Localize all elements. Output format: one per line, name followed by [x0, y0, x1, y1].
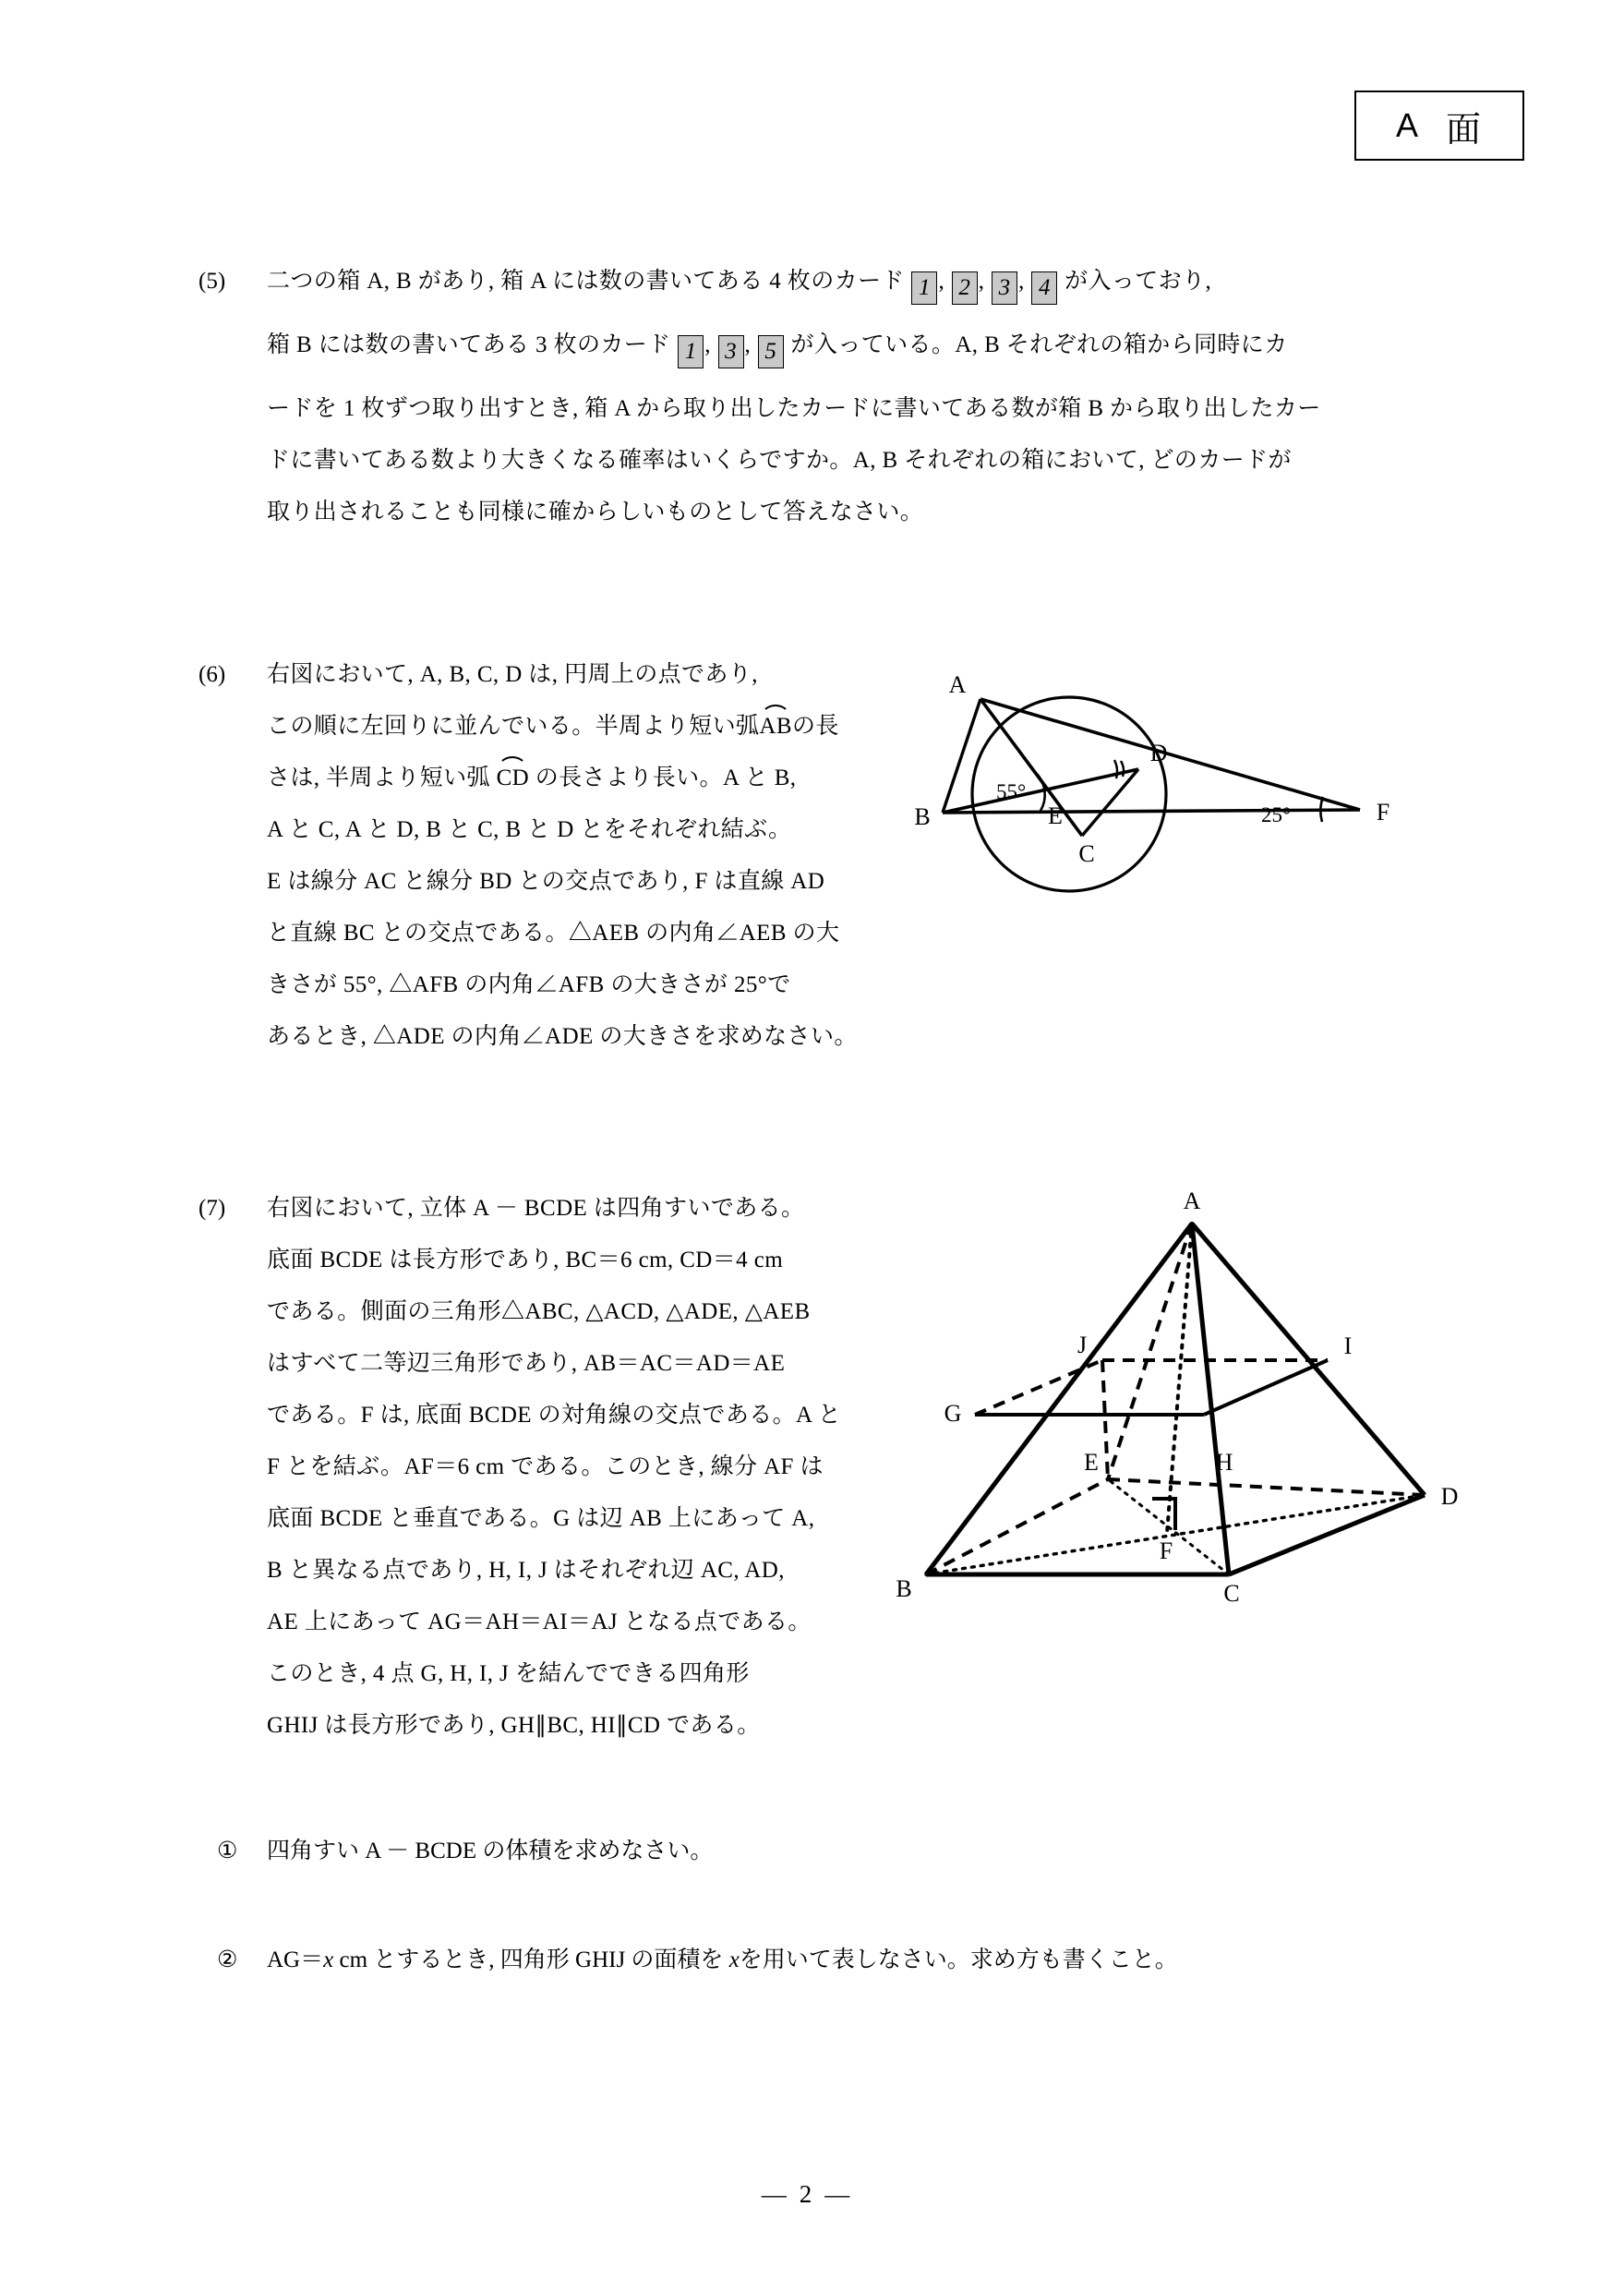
edge-AB: [926, 1224, 1192, 1574]
subitem-2-var-x2: x: [728, 1947, 740, 1972]
subitem-2-pre: AG＝: [267, 1947, 324, 1972]
problem-6-line-6: と直線 BC との交点である。△AEB の内角∠AEB の大: [267, 921, 840, 946]
problem-6-line-2-text: この順に左回りに並んでいる。半周より短い弧: [267, 714, 760, 739]
card-a-3: 3: [992, 271, 1017, 305]
pyramid-label-E: E: [1084, 1449, 1099, 1476]
problem-7: [198, 1197, 841, 1737]
circle-label-F: F: [1376, 799, 1390, 826]
problem-7-line-2: 底面 BCDE は長方形であり, BC＝6 cm, CD＝4 cm: [267, 1248, 784, 1272]
edge-CD: [1229, 1495, 1425, 1574]
problem-7-line-5: である。F は, 底面 BCDE の対角線の交点である。A と: [267, 1403, 842, 1428]
problem-7-line-1: 右図において, 立体 A － BCDE は四角すいである。: [267, 1196, 805, 1221]
edge-AC: [1192, 1224, 1229, 1574]
problem-7-line-4: はすべて二等辺三角形であり, AB＝AC＝AD＝AE: [267, 1351, 786, 1376]
problem-5-line-5: 取り出されることも同様に確からしいものとして答えなさい。: [267, 500, 924, 525]
sheet-marker-box: [1354, 90, 1524, 161]
problem-7-line-3: である。側面の三角形△ABC, △ACD, △ADE, △AEB: [267, 1299, 811, 1324]
problem-6-line-3: [267, 766, 858, 790]
problem-5-number: (5): [198, 269, 226, 294]
angle-label-55: 55°: [996, 780, 1027, 803]
circle-label-C: C: [1078, 840, 1095, 867]
problem-7-subitem-1: [217, 1839, 713, 1863]
card-a-1: 1: [911, 271, 937, 305]
problem-7-line-10: このとき, 4 点 G, H, I, J を結んでできる四角形: [267, 1661, 750, 1686]
problem-7-line-8: B と異なる点であり, H, I, J はそれぞれ辺 AC, AD,: [267, 1558, 785, 1583]
pyramid-label-D: D: [1440, 1483, 1459, 1510]
circle-diagram-svg: [882, 646, 1454, 923]
circle-label-A: A: [948, 671, 967, 698]
pyramid-label-J: J: [1077, 1332, 1088, 1358]
page-footer: [0, 2180, 1624, 2209]
card-a-2: 2: [952, 271, 978, 305]
problem-6: [198, 663, 858, 1048]
problem-6-number: (6): [198, 662, 226, 687]
problem-5-line-1: 二つの箱 A, B があり, 箱 A には数の書いてある 4 枚のカード 1 , 2 , 3 , 4 が入っており,: [267, 270, 1321, 305]
line-BCF: [943, 810, 1360, 813]
subitem-2-var-x: x: [323, 1947, 334, 1972]
problem-5-line-1-tail: が入っており,: [1065, 269, 1212, 294]
pyramid-label-B: B: [896, 1575, 912, 1602]
subitem-1-marker: ①: [217, 1839, 238, 1863]
problem-5: [198, 270, 1321, 524]
problem-6-line-4: A と C, A と D, B と C, B と D とをそれぞれ結ぶ。: [267, 817, 792, 842]
problem-7-number: (7): [198, 1196, 226, 1221]
problem-5-line-2-tail: が入っている。A, B それぞれの箱から同時にカ: [790, 332, 1288, 357]
pyramid-label-F: F: [1159, 1537, 1173, 1564]
circle-label-D: D: [1149, 740, 1168, 766]
angle-label-25: 25°: [1261, 803, 1292, 826]
problem-6-line-7: きさが 55°, △AFB の内角∠AFB の大きさが 25°で: [267, 972, 791, 997]
pyramid-diagram: [886, 1187, 1514, 1607]
segment-AB: [943, 699, 980, 813]
right-angle-marker-F: [1152, 1499, 1175, 1530]
problem-7-line-7: 底面 BCDE と垂直である。G は辺 AB 上にあって A,: [267, 1506, 815, 1531]
pyramid-label-C: C: [1223, 1580, 1240, 1607]
pyramid-label-H: H: [1215, 1449, 1233, 1476]
arc-ab-label: AB: [759, 714, 792, 739]
problem-5-line-2-text: 箱 B には数の書いてある 3 枚のカード: [267, 332, 671, 357]
problem-7-line-11: GHIJ は長方形であり, GH∥BC, HI∥CD である。: [267, 1713, 761, 1738]
footer-dash-right: —: [824, 2180, 863, 2208]
circle-diagram: [882, 646, 1454, 923]
edge-ED-hidden: [1108, 1479, 1425, 1495]
edge-AE-hidden: [1108, 1224, 1192, 1479]
problem-6-line-3-text: さは, 半周より短い弧: [267, 766, 490, 790]
problem-6-line-3-tail: の長さより長い。A と B,: [535, 766, 797, 790]
card-a-4: 4: [1031, 271, 1057, 305]
edge-JE-hidden: [1102, 1360, 1108, 1479]
circle-label-B: B: [914, 803, 931, 830]
segment-AC: [980, 699, 1082, 836]
edge-HI: [1204, 1360, 1328, 1415]
problem-5-line-2: 箱 B には数の書いてある 3 枚のカード 1 , 3 , 5 が入っている。A, B それぞれの箱から同時にカ: [267, 333, 1321, 368]
pyramid-diagram-svg: [886, 1187, 1514, 1607]
segment-AF-altitude: [1167, 1224, 1192, 1533]
problem-7-subitem-2: [217, 1948, 1178, 1971]
problem-7-line-9: AE 上にあって AG＝AH＝AI＝AJ となる点である。: [267, 1610, 812, 1634]
problem-6-line-2-tail: の長: [791, 714, 839, 739]
problem-7-line-6: F とを結ぶ。AF＝6 cm である。このとき, 線分 AF は: [267, 1454, 824, 1479]
circle-label-E: E: [1048, 802, 1063, 829]
problem-5-line-3: ードを 1 枚ずつ取り出すとき, 箱 A から取り出したカードに書いてある数が箱 B から取り出したカー: [267, 396, 1321, 421]
problem-6-line-8: あるとき, △ADE の内角∠ADE の大きさを求めなさい。: [267, 1024, 858, 1049]
problem-5-line-4: ドに書いてある数より大きくなる確率はいくらですか。A, B それぞれの箱において, どのカードが: [267, 448, 1292, 473]
pyramid-label-I: I: [1343, 1332, 1353, 1359]
footer-dash-left: —: [761, 2180, 800, 2208]
arc-cd-label: CD: [496, 766, 530, 790]
pyramid-label-A: A: [1183, 1188, 1201, 1214]
problem-6-line-2: [267, 715, 858, 738]
subitem-2-marker: ②: [217, 1947, 238, 1972]
card-b-3: 5: [758, 335, 784, 368]
footer-page-number: 2: [799, 2180, 825, 2208]
card-b-1: 1: [678, 335, 704, 368]
card-b-2: 3: [718, 335, 744, 368]
problem-6-line-5: E は線分 AC と線分 BD との交点であり, F は直線 AD: [267, 869, 825, 894]
subitem-2-post: を用いて表しなさい。求め方も書くこと。: [739, 1947, 1178, 1972]
sheet-letter: A: [1395, 106, 1420, 144]
problem-5-line-1-text: 二つの箱 A, B があり, 箱 A には数の書いてある 4 枚のカード: [267, 269, 905, 294]
sheet-side-label: 面: [1446, 110, 1484, 150]
problem-6-line-1: 右図において, A, B, C, D は, 円周上の点であり,: [267, 662, 758, 687]
subitem-1-text: 四角すい A － BCDE の体積を求めなさい。: [267, 1839, 714, 1863]
subitem-2-mid: cm とするとき, 四角形 GHIJ の面積を: [339, 1947, 724, 1972]
pyramid-label-G: G: [944, 1400, 962, 1427]
